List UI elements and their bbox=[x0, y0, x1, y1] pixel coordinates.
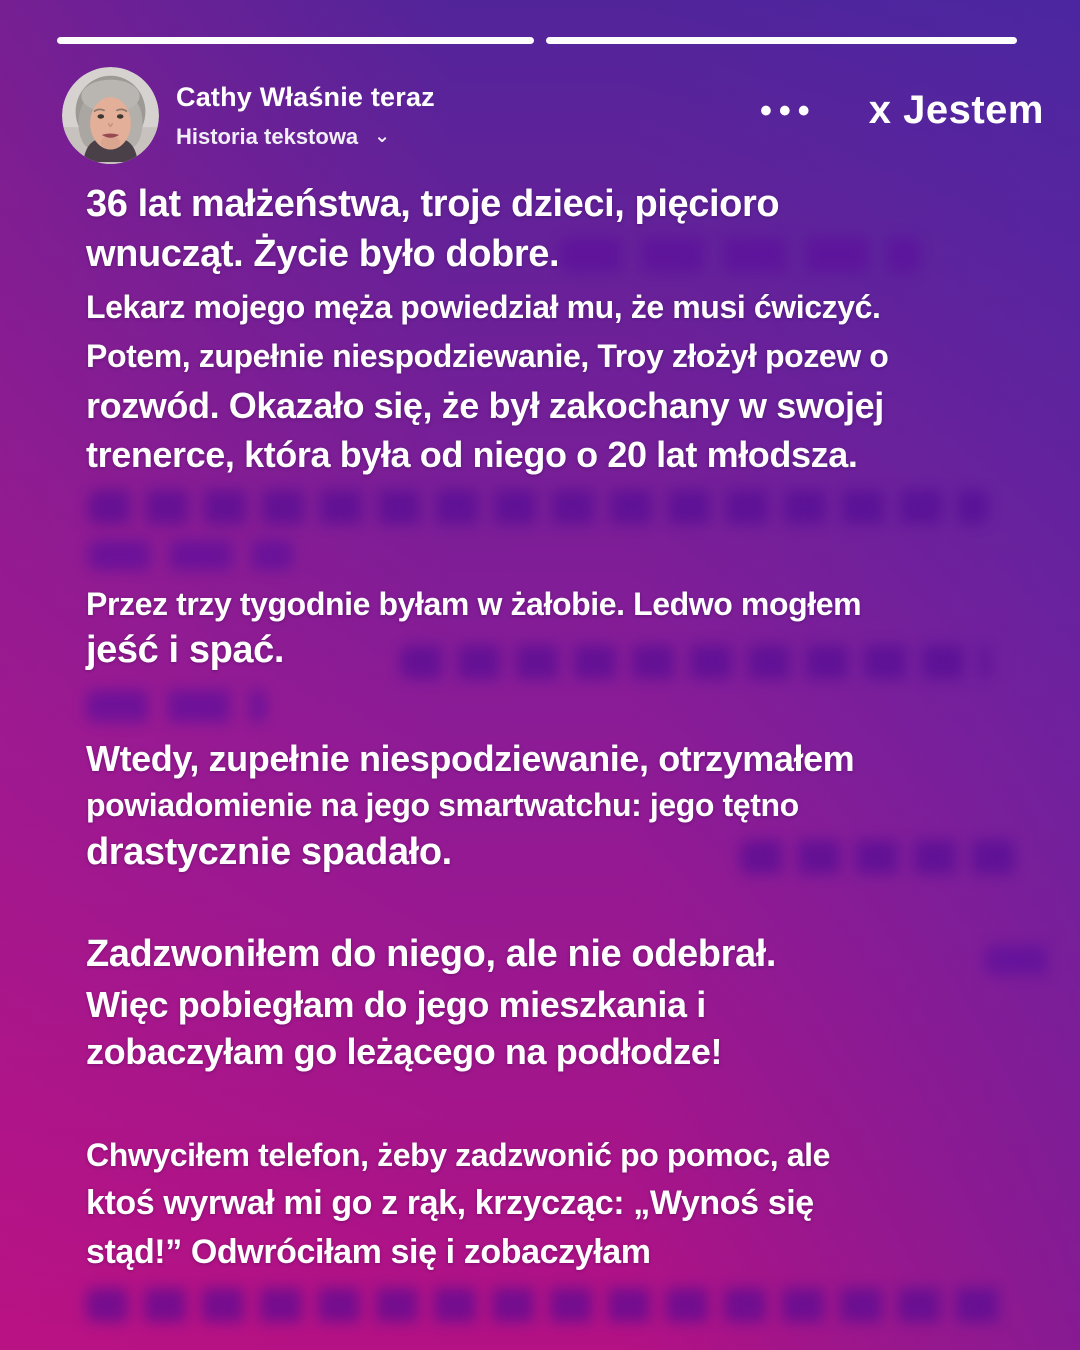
blurred-text-ghost bbox=[86, 1288, 1006, 1322]
story-text-line: Zadzwoniłem do niego, ale nie odebrał. bbox=[86, 933, 777, 975]
story-text-line: Potem, zupełnie niespodziewanie, Troy złożył pozew o bbox=[86, 338, 889, 374]
blurred-text-ghost bbox=[86, 690, 266, 722]
story-text-line: Wtedy, zupełnie niespodziewanie, otrzymałem bbox=[86, 738, 855, 779]
story-text-line: drastycznie spadało. bbox=[86, 831, 452, 873]
blurred-text-ghost bbox=[400, 645, 990, 679]
story-text-line: Chwyciłem telefon, żeby zadzwonić po pomoc, ale bbox=[86, 1137, 831, 1173]
story-text-line: Lekarz mojego męża powiedział mu, że musi ćwiczyć. bbox=[86, 289, 881, 325]
story-text-line: powiadomienie na jego smartwatchu: jego tętno bbox=[86, 787, 799, 823]
chevron-down-icon[interactable]: ⌄ bbox=[374, 125, 391, 147]
menu-dots-icon[interactable]: ••• bbox=[760, 92, 817, 130]
story-text-line: zobaczyłam go leżącego na podłodze! bbox=[86, 1031, 723, 1072]
avatar-portrait-image bbox=[62, 67, 159, 164]
close-button[interactable]: x Jestem bbox=[868, 88, 1044, 132]
story-text-line: rozwód. Okazało się, że był zakochany w swojej bbox=[86, 385, 884, 426]
blurred-text-ghost bbox=[88, 540, 293, 570]
blurred-text-ghost bbox=[88, 490, 988, 524]
blurred-text-ghost bbox=[740, 840, 1030, 874]
story-progress-segment-1 bbox=[57, 37, 534, 44]
blurred-text-ghost bbox=[560, 238, 920, 272]
story-text-line: ktoś wyrwał mi go z rąk, krzycząc: „Wynoś się bbox=[86, 1184, 814, 1222]
story-text-line: stąd!” Odwróciłam się i zobaczyłam bbox=[86, 1233, 651, 1271]
story-text-line: Więc pobiegłam do jego mieszkania i bbox=[86, 984, 706, 1025]
story-text-line: trenerce, która była od niego o 20 lat młodsza. bbox=[86, 434, 858, 475]
story-text-line: jeść i spać. bbox=[86, 629, 285, 671]
story-text-line: Przez trzy tygodnie byłam w żałobie. Ledwo mogłem bbox=[86, 586, 862, 622]
story-type-label: Historia tekstowa bbox=[176, 124, 359, 149]
story-text-line: 36 lat małżeństwa, troje dzieci, pięcioro bbox=[86, 183, 780, 225]
blurred-text-ghost bbox=[985, 945, 1060, 975]
story-text-line: wnucząt. Życie było dobre. bbox=[86, 233, 560, 275]
story-progress-segment-2 bbox=[546, 37, 1017, 44]
avatar[interactable] bbox=[62, 67, 159, 164]
author-name[interactable]: Cathy Właśnie teraz bbox=[176, 82, 435, 112]
